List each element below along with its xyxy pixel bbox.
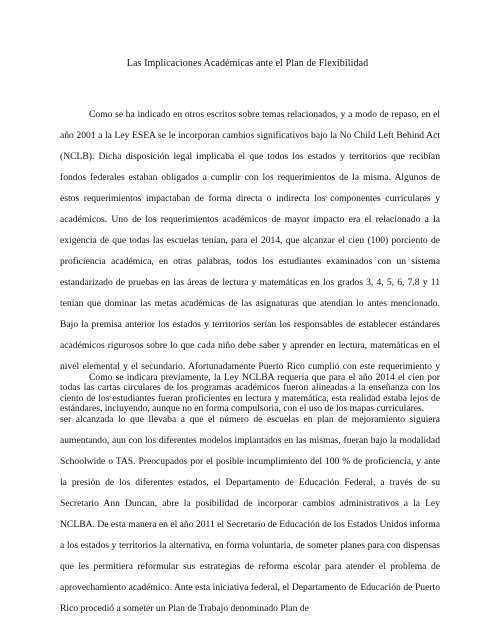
document-title: Las Implicaciones Académicas ante el Plan de Flexibilidad [126,58,369,69]
paragraph-1: Como se ha indicado en otros escritos sobre temas relacionados, y a modo de repaso, en el año 2001 a la Ley ESEA se le incorporan cambios significativos bajo la No Child Left Behind Act (NCLB). Dicha disposición legal implicaba el que todos los estados y territorios que recibían fondos federales estaban obligados a cumplir con los requerimientos de la misma. Algunos de estos requerimientos impactaban de forma directa o indirecta los componentes curriculares y académicos. Uno de los requerimientos académicos de mayor impacto era el relacionado a la exigencia de que todas las escuelas tenían, para el 2014, que alcanzar el cien (100) porciento de proficiencia académica, en otras palabras, todos los estudiantes examinados con un sistema estandarizado de pruebas en las áreas de lectura y matemáticas en los grados 3, 4, 5, 6, 7,8 y 11 tenían que dominar las metas académicas de las asignaturas que atendían lo antes mencionado. Bajo la premisa anterior los estados y territorios serían los responsables de establecer estándares académicos rigurosos sobre lo que cada niño debe saber y aprender en lectura, matemáticas en el nivel elemental y el secundario. Afortunadamente Puerto Rico cumplió con este requerimiento y todas las cartas circulares de los programas académicos fueron alineadas a la enseñanza con los estándares, incluyendo, aunque no en forma compulsoria, con el uso de los mapas curriculares. [60,109,440,414]
paragraph-2: Como se indicara previamente, la Ley NCLBA requería que para el año 2014 el cien por ciento de los estudiantes fueran proficientes en lectura y matemática, esta realidad estaba lejos de ser alcanzada lo que llevaba a que el número de escuelas en plan de mejoramiento siguiera aumentando, aun con los diferentes modelos implantados en las mismas, fueran bajo la modalidad Schoolwide o TAS. Preocupados por el posible incumplimiento del 100 % de proficiencia, y ante la presión de los diferentes estados, el Departamento de Educación Federal, a través de su Secretario Ann Duncan, abre la posibilidad de incorporar cambios administrativos a la Ley NCLBA. De esta manera en el año 2011 el Secretario de Educación de los Estados Unidos informa a los estados y territorios la alternativa, en forma voluntaria, de someter planes para con dispensas que les permitiera reformular sus estrategias de reforma escolar para atender el problema de aprovechamiento académico. Ante esta iniciativa federal, el Departamento de Educación de Puerto Rico procedió a someter un Plan de Trabajo denominado Plan de [60,372,440,614]
